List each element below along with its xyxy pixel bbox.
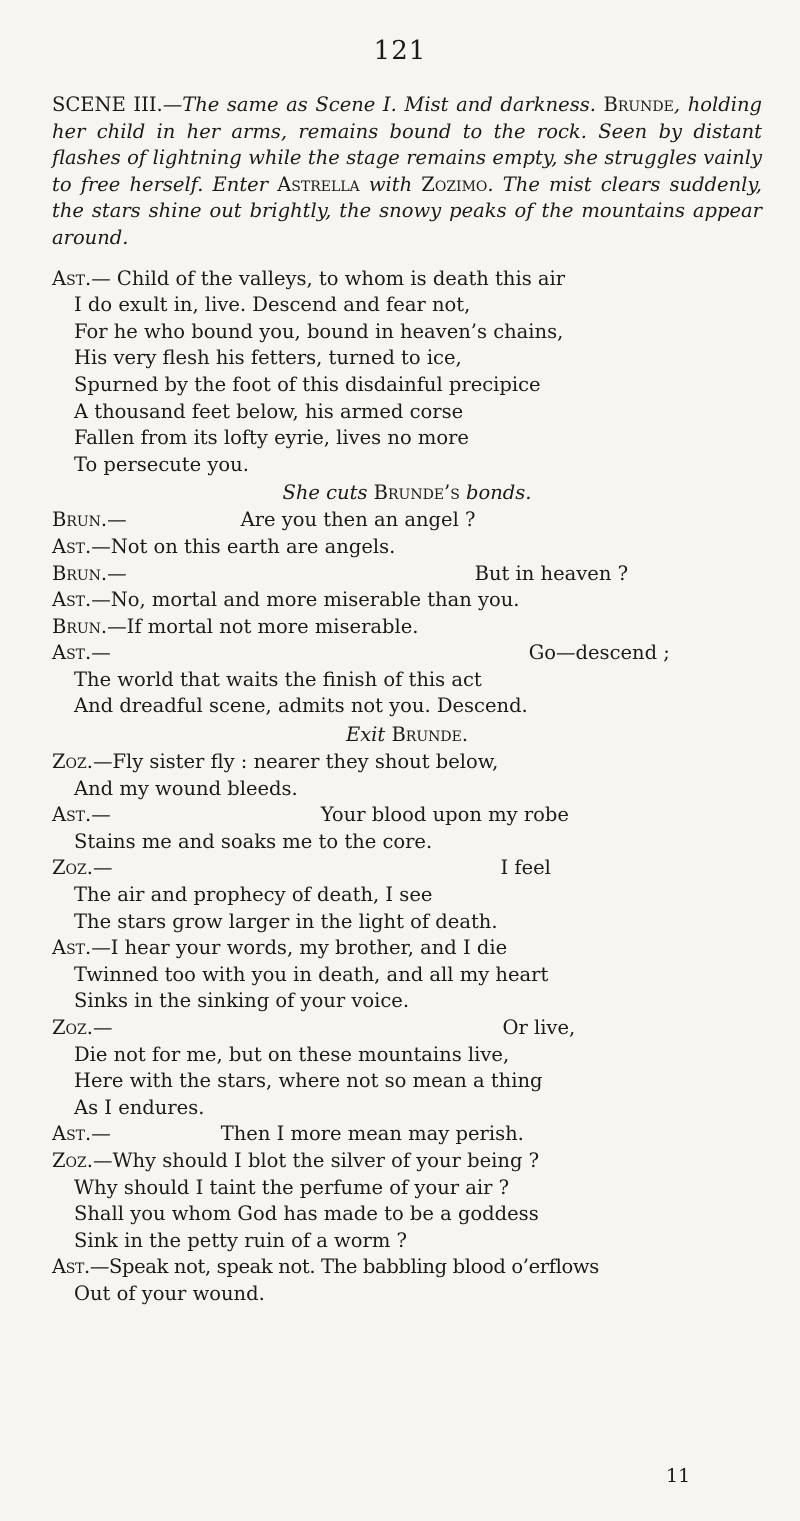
speaker-label: Ast. [52, 266, 92, 290]
verse-line: Sinks in the sinking of your voice. [74, 989, 410, 1013]
verse-line: His very flesh his fetters, turned to ice, [74, 346, 462, 370]
speaker-dash: — [91, 803, 111, 827]
stage-text: Exit [345, 723, 392, 747]
verse-text: Speak not, speak not. The babbling blood o’erflows [108, 1255, 599, 1279]
speaker-label: Ast. [52, 1255, 90, 1279]
speaker-label: Ast. [52, 803, 92, 827]
speaker-dash: — [91, 936, 111, 960]
verse-text: Not on this earth are angels. [110, 534, 396, 558]
stage-direction [52, 720, 762, 749]
verse-text: Fly sister fly : nearer they shout below, [112, 750, 499, 774]
speaker-dash: — [92, 1148, 113, 1172]
verse-text: If mortal not more miserable. [126, 614, 419, 638]
speaker-dash: — [91, 641, 111, 665]
verse-line: Shall you whom God has made to be a goddess [74, 1202, 539, 1226]
speaker-label: Brun. [52, 561, 108, 585]
scene-text-1: —The same as Scene I. Mist and darkness. [162, 93, 596, 116]
verse-line: For he who bound you, bound in heaven’s chains, [74, 319, 564, 343]
stage-direction [52, 478, 762, 507]
verse-text: No, mortal and more miserable than you. [110, 588, 520, 612]
speaker-label: Ast. [52, 588, 92, 612]
verse-line [52, 614, 762, 641]
verse-line [52, 534, 762, 561]
verse-text: I feel [500, 856, 551, 880]
verse-line [52, 266, 762, 293]
verse-line: As I endures. [74, 1095, 205, 1119]
signature-mark: 11 [666, 1465, 691, 1487]
speaker-label: Brun. [52, 508, 108, 532]
verse-text: Or live, [502, 1016, 576, 1039]
verse-line: I do exult in, live. Descend and fear not, [74, 293, 471, 317]
speaker-dash: — [107, 508, 127, 532]
speaker-dash: — [91, 1122, 111, 1146]
verse-line: And dreadful scene, admits not you. Descend. [74, 694, 528, 718]
verse-text: I hear your words, my brother, and I die [110, 936, 508, 960]
verse-line [52, 507, 762, 534]
verse-line: Sink in the petty ruin of a worm ? [74, 1228, 407, 1252]
speaker-label: Zoz. [52, 750, 93, 774]
scene-text-4: . The mist clears suddenly, the stars shine out brightly, the snowy peaks of the mountains appear around. [52, 172, 762, 249]
speaker-label: Brun. [52, 614, 108, 638]
verse-text: Are you then an angel ? [240, 508, 476, 532]
speaker-label: Zoz. [52, 856, 93, 880]
verse-line [52, 802, 762, 829]
character-name-brunde: Brunde [603, 93, 674, 116]
verse-line: Stains me and soaks me to the core. [74, 829, 433, 853]
stage-text: bonds. [459, 481, 532, 505]
speaker-label: Zoz. [52, 1148, 93, 1172]
character-name-brunde: Brunde’s [373, 481, 460, 505]
verse-line: A thousand feet below, his armed corse [74, 399, 464, 423]
verse-text: Go—descend ; [528, 641, 670, 665]
verse-line: The stars grow larger in the light of death. [74, 909, 498, 933]
verse-line: The world that waits the finish of this act [74, 667, 482, 691]
verse-line [52, 1254, 762, 1281]
speaker-label: Ast. [52, 936, 92, 960]
verse-line [52, 1121, 762, 1148]
verse-line [52, 855, 762, 882]
speaker-label: Ast. [52, 641, 92, 665]
verse-text: But in heaven ? [474, 561, 629, 585]
character-name-astrella: Astrella [277, 172, 360, 196]
scene-text-2: , holding her child in her arms, remains bound to the rock. Seen by distant flashes of lightning while the stage remains empty, she struggles vainly to free herself. Enter [52, 93, 762, 196]
verse-line: To persecute you. [74, 452, 249, 476]
scene-title: SCENE III. [52, 93, 163, 116]
verse-text: Your blood upon my robe [320, 803, 569, 827]
speaker-dash: — [92, 856, 113, 880]
page-body [52, 92, 762, 1308]
verse-line [52, 561, 762, 588]
verse-text: Child of the valleys, to whom is death this air [116, 266, 566, 290]
verse-line: Out of your wound. [74, 1281, 265, 1305]
page-number: 121 [373, 36, 427, 66]
verse-line: The air and prophecy of death, I see [74, 883, 433, 907]
speaker-dash: — [107, 561, 127, 585]
speaker-dash: — [91, 588, 111, 612]
speaker-dash: — [92, 1016, 113, 1039]
speaker-dash: — [89, 1255, 109, 1279]
speaker-label: Zoz. [52, 1016, 93, 1039]
speaker-dash: — [107, 614, 127, 638]
verse-line [52, 1148, 762, 1175]
verse-line: Why should I taint the perfume of your air ? [74, 1175, 510, 1199]
verse-line: Twinned too with you in death, and all my heart [74, 962, 549, 986]
verse-line: Here with the stars, where not so mean a thing [74, 1069, 543, 1093]
verse-line: Die not for me, but on these mountains live, [74, 1042, 510, 1066]
speaker-label: Ast. [52, 534, 92, 558]
stage-text: She cuts [282, 481, 374, 505]
verse-line [52, 1015, 762, 1042]
verse-line: And my wound bleeds. [74, 776, 298, 800]
verse-text: Then I more mean may perish. [220, 1122, 524, 1146]
verse-line [52, 935, 762, 962]
verse-line [52, 640, 762, 667]
character-name-brunde: Brunde. [391, 723, 469, 747]
character-name-zozimo: Zozimo [421, 172, 488, 196]
speaker-label: Ast. [52, 1122, 92, 1146]
verse-line [52, 749, 762, 776]
verse-line [52, 587, 762, 614]
speaker-dash: — [91, 534, 111, 558]
verse-text: Why should I blot the silver of your being ? [112, 1148, 540, 1172]
verse-line: Spurned by the foot of this disdainful precipice [74, 372, 541, 396]
scene-text-3: with [359, 172, 422, 196]
scene-heading [52, 92, 762, 252]
verse-line: Fallen from its lofty eyrie, lives no more [74, 426, 469, 450]
speaker-dash: — [92, 750, 113, 774]
speaker-dash: — [91, 266, 117, 290]
